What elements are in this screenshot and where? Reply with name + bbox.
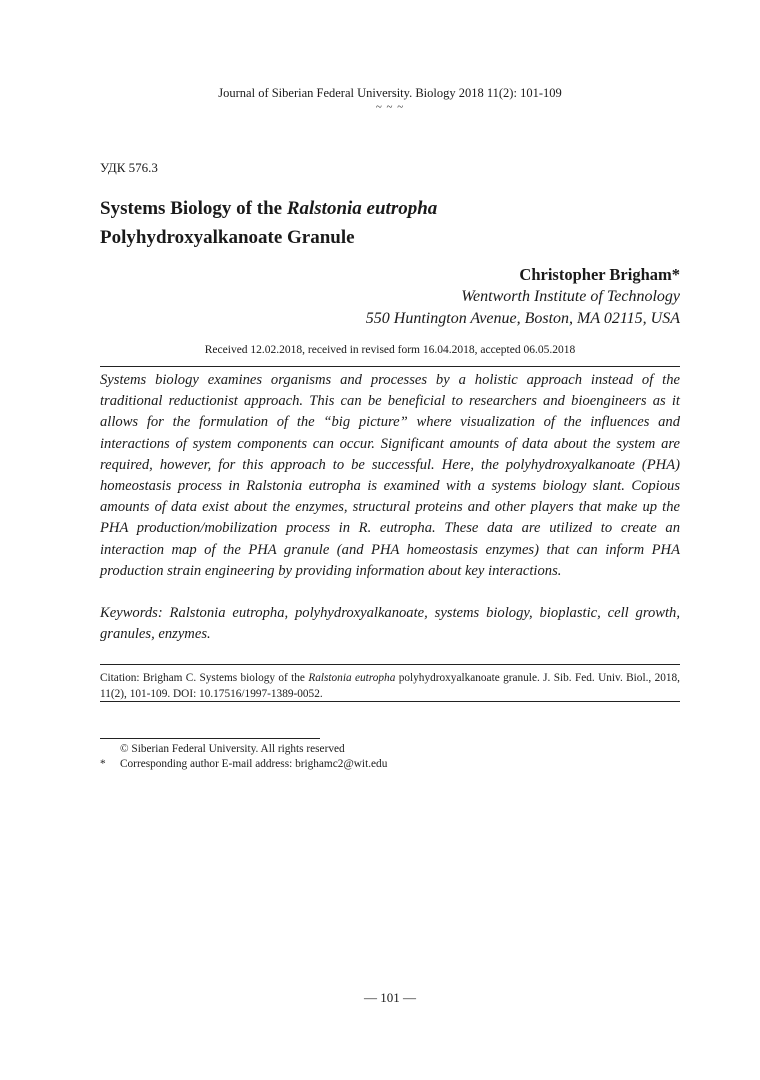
abstract-top-rule (100, 366, 680, 367)
keywords: Keywords: Ralstonia eutropha, polyhydroxyalkanoate, systems biology, bioplastic, cell growth, granules, enzymes. (100, 605, 680, 643)
page-number: — 101 — (364, 990, 416, 1005)
author-block (366, 264, 680, 330)
citation-top-rule (100, 664, 680, 665)
abstract-text: Systems biology examines organisms and processes by a holistic approach instead of the traditional reductionist approach. This can be beneficial to researchers and bioengineers as it allows for the formulation of the “big picture” where visualization of the influences and interactions of system components can occur. Significant amounts of data about the system are required, however, for this approach to be successful. Here, the polyhydroxyalkanoate (PHA) homeostasis process in Ralstonia eutropha is examined with a systems biology slant. Copious amounts of data exist about the enzymes, structural proteins and other players that make up the PHA production/mobilization process in R. eutropha. These data are utilized to create an interaction map of the PHA granule (and PHA homeostasis enzymes) that can inform PHA production strain engineering by providing information about key interactions. (100, 372, 680, 579)
title-line-1 (100, 194, 680, 223)
header-ornament: ~ ~ ~ (375, 101, 405, 113)
citation-species: Ralstonia eutropha (308, 672, 396, 684)
title-line-2: Polyhydroxyalkanoate Granule (100, 227, 355, 248)
title-text: Systems Biology of the (100, 198, 287, 219)
citation (100, 670, 680, 702)
citation-pre: Citation: Brigham C. Systems biology of the (100, 672, 309, 684)
author-address: 550 Huntington Avenue, Boston, MA 02115, USA (365, 310, 680, 327)
footnote-copyright (100, 742, 345, 757)
footnote-corresponding (100, 757, 387, 772)
paper-title (100, 194, 680, 252)
udk-code: УДК 576.3 (100, 160, 158, 175)
footnote-star: * (100, 758, 106, 770)
journal-header: Journal of Siberian Federal University. Biology 2018 11(2): 101-109 (218, 86, 562, 100)
title-species: Ralstonia eutropha (286, 198, 438, 219)
corresponding-email: Corresponding author E-mail address: brighamc2@wit.edu (120, 758, 388, 770)
citation-post: polyhydroxyalkanoate granule. J. Sib. Fed. Univ. Biol., 2018, 11(2), 101-109. DOI: 10.17516/1997-1389-0052. (100, 672, 680, 700)
received-dates: Received 12.02.2018, received in revised form 16.04.2018, accepted 06.05.2018 (204, 344, 576, 356)
paper-page (100, 0, 680, 1080)
copyright-text: © Siberian Federal University. All rights reserved (120, 743, 345, 755)
footnote-rule (100, 738, 320, 739)
author-name: Christopher Brigham* (519, 265, 680, 284)
author-institution: Wentworth Institute of Technology (461, 288, 680, 305)
citation-bottom-rule (100, 701, 680, 702)
